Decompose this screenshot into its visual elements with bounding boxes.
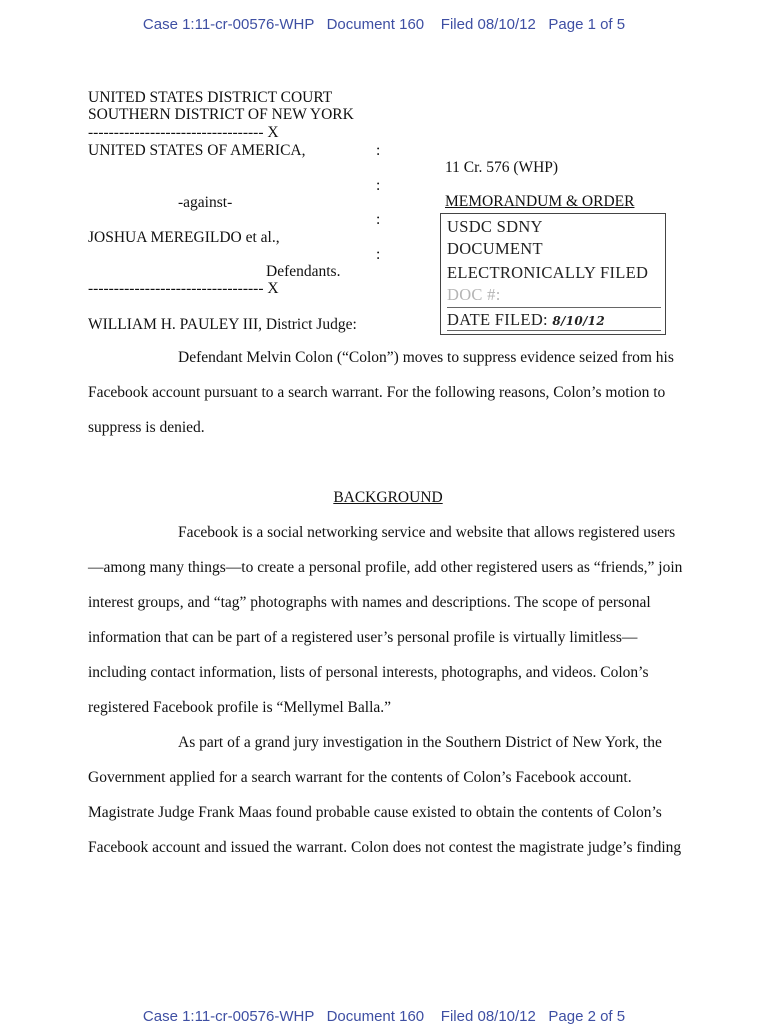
opinion-body <box>88 340 688 865</box>
stamp-document: DOCUMENT <box>447 239 543 258</box>
court-name-line2: SOUTHERN DISTRICT OF NEW YORK <box>88 106 354 123</box>
caption-divider-bottom: ---------------------------------- X <box>88 280 279 297</box>
background-paragraph-2: As part of a grand jury investigation in the Southern District of New York, the Government applied for a search warrant for the contents of Colon’s Facebook account. Magistrate Judge Frank Maas found probable cause existed to obtain the contents of Colon’s Facebook account and issued the warrant. Colon does not contest the magistrate judge’s finding <box>88 734 682 856</box>
judge-name: WILLIAM H. PAULEY III, District Judge: <box>88 316 357 333</box>
case-number: 11 Cr. 576 (WHP) <box>445 159 559 176</box>
defendants-label: Defendants. <box>266 263 341 280</box>
section-heading-background: BACKGROUND <box>333 489 443 506</box>
filing-stamp <box>440 213 666 335</box>
stamp-doc-number: DOC #: <box>447 285 501 304</box>
stamp-electronically-filed: ELECTRONICALLY FILED <box>447 263 649 282</box>
intro-paragraph: Defendant Melvin Colon (“Colon”) moves to suppress evidence seized from his Facebook account pursuant to a search warrant. For the following reasons, Colon’s motion to suppress is denied. <box>88 349 674 436</box>
stamp-court: USDC SDNY <box>447 217 543 236</box>
background-paragraph-1: Facebook is a social networking service and website that allows registered users—among many things—to create a personal profile, add other registered users as “friends,” join interest groups, and “tag” photographs with names and descriptions. The scope of personal information that can be part of a registered user’s personal profile is virtually limitless—including contact information, lists of personal interests, photographs, and videos. Colon’s registered Facebook profile is “Mellymel Balla.” <box>88 524 683 716</box>
court-name-line1: UNITED STATES DISTRICT COURT <box>88 89 333 106</box>
page-header-top: Case 1:11-cr-00576-WHP Document 160 Filed 08/10/12 Page 1 of 5 <box>142 16 626 33</box>
paragraph-spacer <box>88 445 688 480</box>
caption-divider-top: ---------------------------------- X <box>88 124 279 141</box>
stamp-date-filed-label: DATE FILED: <box>447 310 548 329</box>
defendant-name: JOSHUA MEREGILDO et al., <box>88 229 280 246</box>
stamp-date-filed <box>447 310 605 330</box>
document-title: MEMORANDUM & ORDER <box>445 193 635 210</box>
caption-colon: : <box>376 142 381 159</box>
against-label: -against- <box>178 194 233 211</box>
stamp-rule <box>447 330 661 331</box>
caption-colon: : <box>376 246 381 263</box>
plaintiff-name: UNITED STATES OF AMERICA, <box>88 142 306 159</box>
page-header-bottom: Case 1:11-cr-00576-WHP Document 160 Filed 08/10/12 Page 2 of 5 <box>142 1008 626 1025</box>
stamp-rule <box>447 307 661 308</box>
caption-colon: : <box>376 177 381 194</box>
caption-colon: : <box>376 211 381 228</box>
stamp-date-handwritten: 8/10/12 <box>552 314 605 328</box>
